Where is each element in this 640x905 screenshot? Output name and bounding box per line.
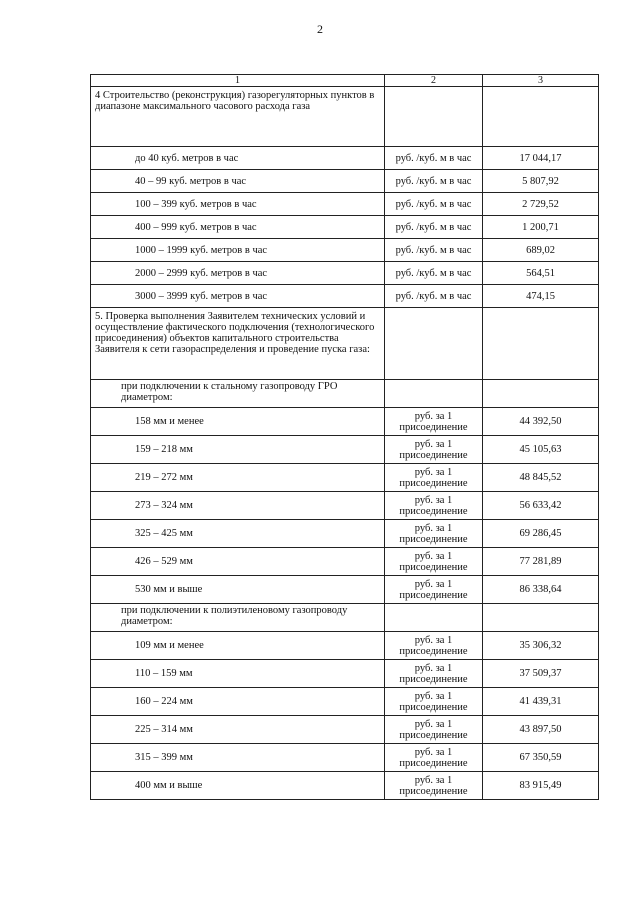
poly-subheader-row	[91, 604, 599, 632]
row-value: 564,51	[483, 262, 599, 285]
row-value: 17 044,17	[483, 147, 599, 170]
row-label: 426 – 529 мм	[91, 548, 385, 576]
row-label: 325 – 425 мм	[91, 520, 385, 548]
row-unit: руб. за 1 присоединение	[385, 744, 483, 772]
table-row	[91, 492, 599, 520]
row-value: 41 439,31	[483, 688, 599, 716]
section-4-title: 4 Строительство (реконструкция) газорегуляторных пунктов в диапазоне максимального часового расхода газа	[91, 87, 385, 147]
row-label: 1000 – 1999 куб. метров в час	[91, 239, 385, 262]
column-header-1: 1	[91, 75, 385, 87]
column-header-3: 3	[483, 75, 599, 87]
table-row	[91, 408, 599, 436]
table-row	[91, 772, 599, 800]
row-label: 315 – 399 мм	[91, 744, 385, 772]
row-unit: руб. за 1 присоединение	[385, 576, 483, 604]
row-unit: руб. /куб. м в час	[385, 262, 483, 285]
row-unit: руб. за 1 присоединение	[385, 408, 483, 436]
table-row	[91, 216, 599, 239]
table-row	[91, 520, 599, 548]
row-value: 35 306,32	[483, 632, 599, 660]
column-header-2: 2	[385, 75, 483, 87]
row-label: 109 мм и менее	[91, 632, 385, 660]
row-label: 159 – 218 мм	[91, 436, 385, 464]
row-label: 219 – 272 мм	[91, 464, 385, 492]
row-label: 158 мм и менее	[91, 408, 385, 436]
row-label: 530 мм и выше	[91, 576, 385, 604]
table-row	[91, 744, 599, 772]
row-unit: руб. /куб. м в час	[385, 147, 483, 170]
row-value: 45 105,63	[483, 436, 599, 464]
row-unit: руб. /куб. м в час	[385, 193, 483, 216]
table-row	[91, 688, 599, 716]
row-value: 689,02	[483, 239, 599, 262]
table-row	[91, 147, 599, 170]
row-label: 400 мм и выше	[91, 772, 385, 800]
table-row	[91, 285, 599, 308]
table-row	[91, 239, 599, 262]
row-unit: руб. /куб. м в час	[385, 285, 483, 308]
row-unit: руб. /куб. м в час	[385, 239, 483, 262]
page-number: 2	[317, 22, 323, 36]
table-row	[91, 548, 599, 576]
row-unit: руб. за 1 присоединение	[385, 548, 483, 576]
column-header-row	[91, 75, 599, 87]
row-unit: руб. за 1 присоединение	[385, 772, 483, 800]
row-value: 2 729,52	[483, 193, 599, 216]
tariff-table	[90, 74, 599, 800]
table-row	[91, 436, 599, 464]
row-label: 3000 – 3999 куб. метров в час	[91, 285, 385, 308]
row-unit: руб. /куб. м в час	[385, 216, 483, 239]
table-row	[91, 464, 599, 492]
table-row	[91, 193, 599, 216]
table-row	[91, 262, 599, 285]
table-row	[91, 632, 599, 660]
row-value: 44 392,50	[483, 408, 599, 436]
row-unit: руб. за 1 присоединение	[385, 632, 483, 660]
row-value: 1 200,71	[483, 216, 599, 239]
row-label: 400 – 999 куб. метров в час	[91, 216, 385, 239]
section-5-title: 5. Проверка выполнения Заявителем технических условий и осуществление фактического подключения (технологического присоединения) объектов капитального строительства Заявителя к сети газораспределения и проведение пуска газа:	[91, 308, 385, 380]
row-label: 273 – 324 мм	[91, 492, 385, 520]
row-unit: руб. /куб. м в час	[385, 170, 483, 193]
row-unit: руб. за 1 присоединение	[385, 716, 483, 744]
row-label: 225 – 314 мм	[91, 716, 385, 744]
row-value: 43 897,50	[483, 716, 599, 744]
row-label: 2000 – 2999 куб. метров в час	[91, 262, 385, 285]
row-value: 5 807,92	[483, 170, 599, 193]
row-label: 110 – 159 мм	[91, 660, 385, 688]
steel-subheader-row	[91, 380, 599, 408]
row-unit: руб. за 1 присоединение	[385, 688, 483, 716]
section-4-title-row	[91, 87, 599, 147]
row-label: 160 – 224 мм	[91, 688, 385, 716]
row-unit: руб. за 1 присоединение	[385, 520, 483, 548]
row-value: 474,15	[483, 285, 599, 308]
row-value: 48 845,52	[483, 464, 599, 492]
row-label: до 40 куб. метров в час	[91, 147, 385, 170]
row-unit: руб. за 1 присоединение	[385, 660, 483, 688]
table-row	[91, 170, 599, 193]
table-row	[91, 576, 599, 604]
section-5-title-row	[91, 308, 599, 380]
row-unit: руб. за 1 присоединение	[385, 464, 483, 492]
row-value: 69 286,45	[483, 520, 599, 548]
row-value: 67 350,59	[483, 744, 599, 772]
table-row	[91, 716, 599, 744]
row-unit: руб. за 1 присоединение	[385, 492, 483, 520]
row-value: 86 338,64	[483, 576, 599, 604]
row-label: 40 – 99 куб. метров в час	[91, 170, 385, 193]
poly-subheader: при подключении к полиэтиленовому газопроводу диаметром:	[91, 604, 385, 632]
row-label: 100 – 399 куб. метров в час	[91, 193, 385, 216]
row-value: 77 281,89	[483, 548, 599, 576]
table-row	[91, 660, 599, 688]
steel-subheader: при подключении к стальному газопроводу ГРО диаметром:	[91, 380, 385, 408]
row-value: 37 509,37	[483, 660, 599, 688]
row-unit: руб. за 1 присоединение	[385, 436, 483, 464]
row-value: 56 633,42	[483, 492, 599, 520]
row-value: 83 915,49	[483, 772, 599, 800]
